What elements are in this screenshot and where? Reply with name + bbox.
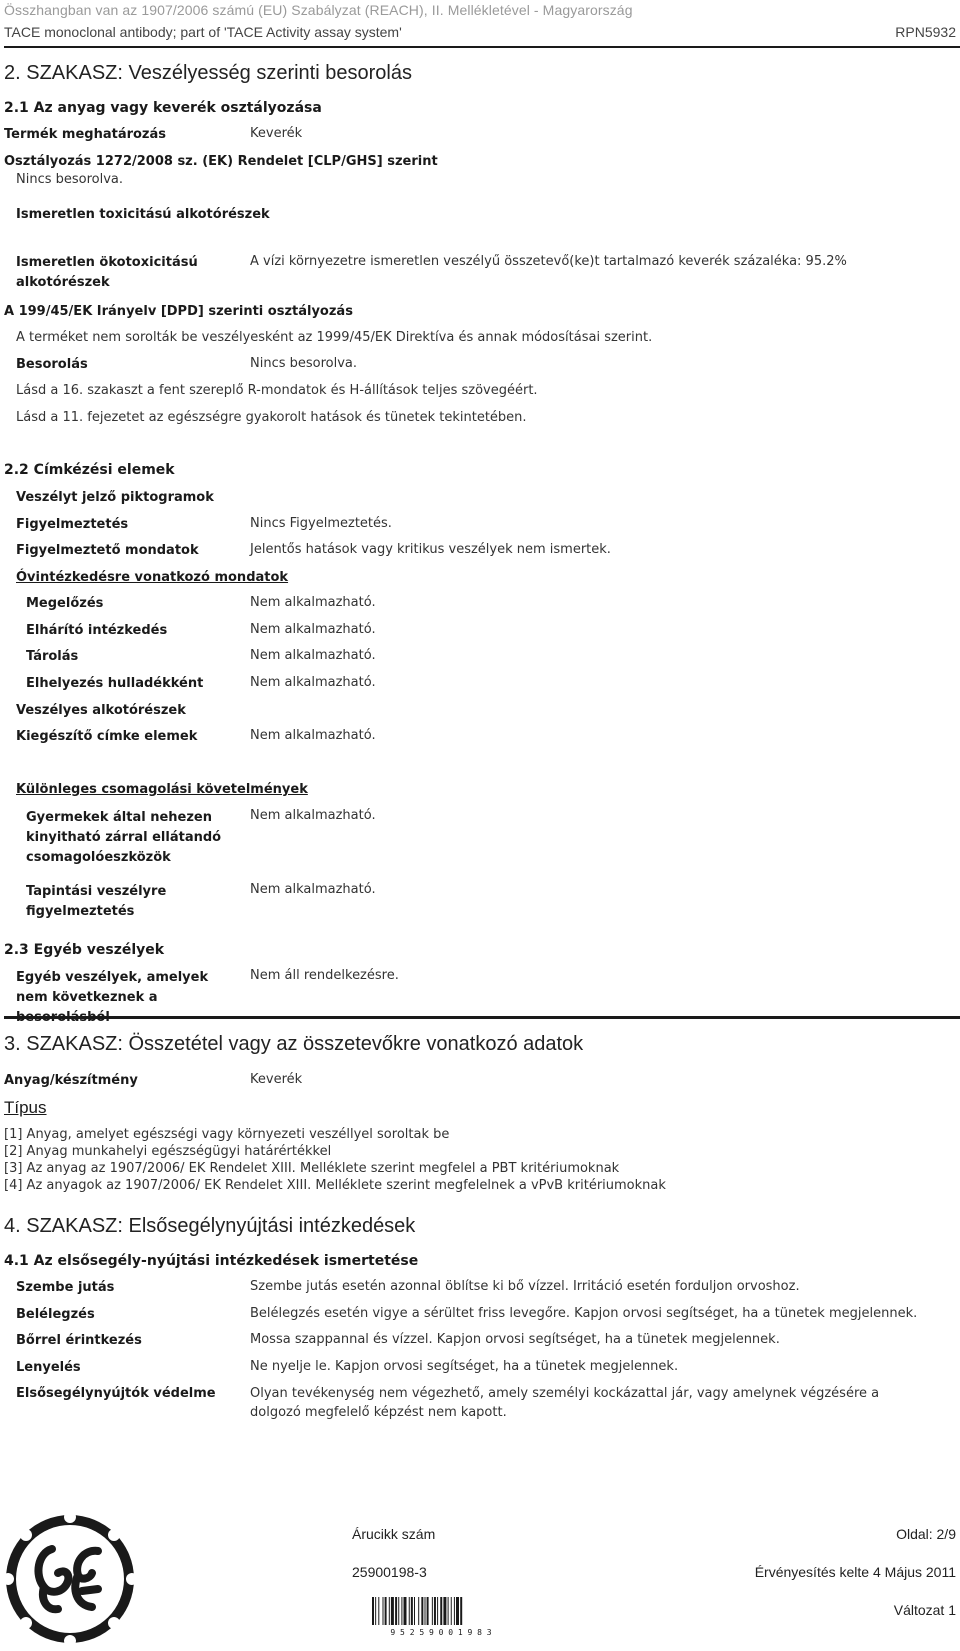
product-code: RPN5932 (895, 24, 956, 40)
barcode-bar (451, 1597, 452, 1625)
section-3-title: 3. SZAKASZ: Összetétel vagy az összetevőkre vonatkozó adatok (4, 1033, 584, 1055)
figyelmezteto-mondatok-value: Jelentős hatások vagy kritikus veszélyek nem ismertek. (250, 542, 611, 557)
barcode-bar (460, 1597, 462, 1625)
barcode-bar (372, 1597, 374, 1625)
barcode-bar (425, 1597, 426, 1625)
barcode-bar (414, 1597, 415, 1625)
ovintezkedes-title: Óvintézkedésre vonatkozó mondatok (16, 570, 289, 585)
subsection-2-1-title: 2.1 Az anyag vagy keverék osztályozása (4, 100, 322, 116)
barcode-bar (421, 1597, 423, 1625)
kulonleges-title: Különleges csomagolási követelmények (16, 782, 308, 797)
piktogramok-label: Veszélyt jelző piktogramok (16, 490, 214, 505)
barcode-bar (443, 1597, 446, 1625)
barcode-bar (389, 1597, 390, 1625)
tipus-item-2: [2] Anyag munkahelyi egészségügyi határértékkel (4, 1144, 332, 1159)
borrel-label: Bőrrel érintkezés (16, 1333, 142, 1348)
barcode (370, 1597, 512, 1637)
belelegzes-value: Belélegzés esetén vigye a sérültet friss levegőre. Kapjon orvosi segítséget, ha a tünetek megjelennek. (250, 1306, 918, 1321)
megelozes-label: Megelőzés (26, 596, 104, 611)
barcode-bar (375, 1597, 376, 1625)
elhelyezes-value: Nem alkalmazható. (250, 675, 376, 690)
elharito-label: Elhárító intézkedés (26, 623, 168, 638)
gyermek-value: Nem alkalmazható. (250, 808, 376, 823)
ism-tox-label: Ismeretlen toxicitású alkotórészek (16, 207, 270, 222)
barcode-bar (404, 1597, 407, 1625)
barcode-bar (385, 1597, 387, 1625)
section-3-divider (4, 1016, 960, 1019)
figyelmeztetes-label: Figyelmeztetés (16, 517, 129, 532)
dpd-text: A terméket nem sorolták be veszélyesként az 1999/45/EK Direktíva és annak módosításai szerint. (16, 330, 653, 345)
barcode-bar (391, 1597, 394, 1625)
barcode-bar (409, 1597, 410, 1625)
document-header (0, 0, 960, 44)
elsosegely-vedelme-label: Elsősegélynyújtók védelme (16, 1386, 216, 1401)
lenyeles-label: Lenyelés (16, 1360, 81, 1375)
elhelyezes-label: Elhelyezés hulladékként (26, 676, 204, 691)
barcode-bar (437, 1597, 438, 1625)
barcode-bar (432, 1597, 433, 1625)
clp-value: Nincs besorolva. (16, 172, 124, 187)
see-section-16: Lásd a 16. szakaszt a fent szereplő R-mondatok és H-állítások teljes szövegéért. (16, 383, 538, 398)
header-divider (4, 46, 960, 48)
figyelmeztetes-value: Nincs Figyelmeztetés. (250, 516, 392, 531)
belelegzes-label: Belélegzés (16, 1307, 95, 1322)
barcode-bar (454, 1597, 455, 1625)
validity-date: Érvényesítés kelte 4 Május 2011 (754, 1564, 956, 1580)
figyelmezteto-mondatok-label: Figyelmeztető mondatok (16, 543, 199, 558)
version: Változat 1 (893, 1602, 956, 1618)
arucikk-label: Árucikk szám (352, 1526, 436, 1542)
megelozes-value: Nem alkalmazható. (250, 595, 376, 610)
termek-value: Keverék (250, 126, 303, 141)
barcode-digits: 9 5 2 5 9 0 0 1 9 8 3 (390, 1628, 492, 1637)
tipus-item-4: [4] Az anyagok az 1907/2006/ EK Rendelet XIII. Melléklete szerint megfelelnek a vPvB kritériumoknak (4, 1178, 666, 1193)
tapintasi-value: Nem alkalmazható. (250, 882, 376, 897)
anyag-label: Anyag/készítmény (4, 1073, 138, 1088)
elsosegely-vedelme-value: Olyan tevékenység nem végezhető, amely személyi kockázattal jár, vagy amelynek végzésére a dolgozó megfelelő képzést nem kapott. (250, 1386, 880, 1420)
anyag-value: Keverék (250, 1072, 303, 1087)
barcode-bar (383, 1597, 384, 1625)
barcode-bar (418, 1597, 419, 1625)
arucikk-value: 25900198-3 (352, 1564, 427, 1580)
barcode-bar (398, 1597, 399, 1625)
egyeb-label: Egyéb veszélyek, amelyek nem következnek a (16, 970, 209, 1005)
besorolas-value: Nincs besorolva. (250, 356, 358, 371)
szembe-label: Szembe jutás (16, 1280, 115, 1295)
besorolas-label: Besorolás (16, 357, 88, 372)
page-number: Oldal: 2/9 (896, 1526, 956, 1542)
elharito-value: Nem alkalmazható. (250, 622, 376, 637)
szembe-value: Szembe jutás esetén azonnal öblítse ki bő vízzel. Irritáció esetén forduljon orvoshoz. (250, 1279, 800, 1294)
kiegeszito-label: Kiegészítő címke elemek (16, 729, 198, 744)
barcode-bar (434, 1597, 436, 1625)
subsection-4-1-title: 4.1 Az elsősegély-nyújtási intézkedések ismertetése (4, 1253, 419, 1269)
gyermek-label: Gyermekek által nehezen kinyitható zárral ellátandó csomagolóeszközök (26, 810, 222, 865)
tarolas-value: Nem alkalmazható. (250, 648, 376, 663)
see-section-11: Lásd a 11. fejezetet az egészségre gyakorolt hatások és tünetek tekintetében. (16, 410, 527, 425)
tarolas-label: Tárolás (26, 649, 79, 664)
section-4-title: 4. SZAKASZ: Elsősegélynyújtási intézkedések (4, 1215, 416, 1237)
clp-title: Osztályozás 1272/2008 sz. (EK) Rendelet [CLP/GHS] szerint (4, 154, 438, 169)
regulation-line: Összhangban van az 1907/2006 számú (EU) Szabályzat (REACH), II. Mellékletével - Magyarország (4, 2, 633, 18)
veszelyes-alkotoreszek-label: Veszélyes alkotórészek (16, 703, 186, 718)
subsection-2-3-title: 2.3 Egyéb veszélyek (4, 942, 165, 958)
barcode-bar (395, 1597, 397, 1625)
section-2-title: 2. SZAKASZ: Veszélyesség szerinti besorolás (4, 62, 412, 84)
barcode-bar (378, 1597, 379, 1625)
lenyeles-value: Ne nyelje le. Kapjon orvosi segítséget, ha a tünetek megjelennek. (250, 1359, 679, 1374)
ge-logo (4, 1513, 136, 1645)
product-name: TACE monoclonal antibody; part of 'TACE Activity assay system' (4, 24, 402, 40)
tipus-item-1: [1] Anyag, amelyet egészségi vagy környezeti veszéllyel soroltak be (4, 1127, 450, 1142)
barcode-bar (448, 1597, 449, 1625)
kiegeszito-value: Nem alkalmazható. (250, 728, 376, 743)
ism-okotox-value: A vízi környezetre ismeretlen veszélyű összetevő(ke)t tartalmazó keverék százaléka: 95.2% (250, 254, 847, 269)
dpd-title: A 199/45/EK Irányelv [DPD] szerinti osztályozás (4, 304, 353, 319)
borrel-value: Mossa szappannal és vízzel. Kapjon orvosi segítséget, ha a tünetek megjelennek. (250, 1332, 780, 1347)
barcode-bar (456, 1597, 459, 1625)
tapintasi-label: Tapintási veszélyre figyelmeztetés (26, 884, 167, 919)
barcode-bar (411, 1597, 413, 1625)
egyeb-value: Nem áll rendelkezésre. (250, 968, 399, 983)
tipus-item-3: [3] Az anyag az 1907/2006/ EK Rendelet XIII. Melléklete szerint megfelel a PBT kritériumoknak (4, 1161, 620, 1176)
subsection-2-2-title: 2.2 Címkézési elemek (4, 462, 175, 478)
barcode-bar (427, 1597, 429, 1625)
barcode-bar (401, 1597, 402, 1625)
tipus-title: Típus (4, 1098, 47, 1117)
barcode-bar (440, 1597, 442, 1625)
ism-okotox-label: Ismeretlen ökotoxicitású alkotórészek (16, 255, 198, 290)
termek-label: Termék meghatározás (4, 127, 167, 142)
